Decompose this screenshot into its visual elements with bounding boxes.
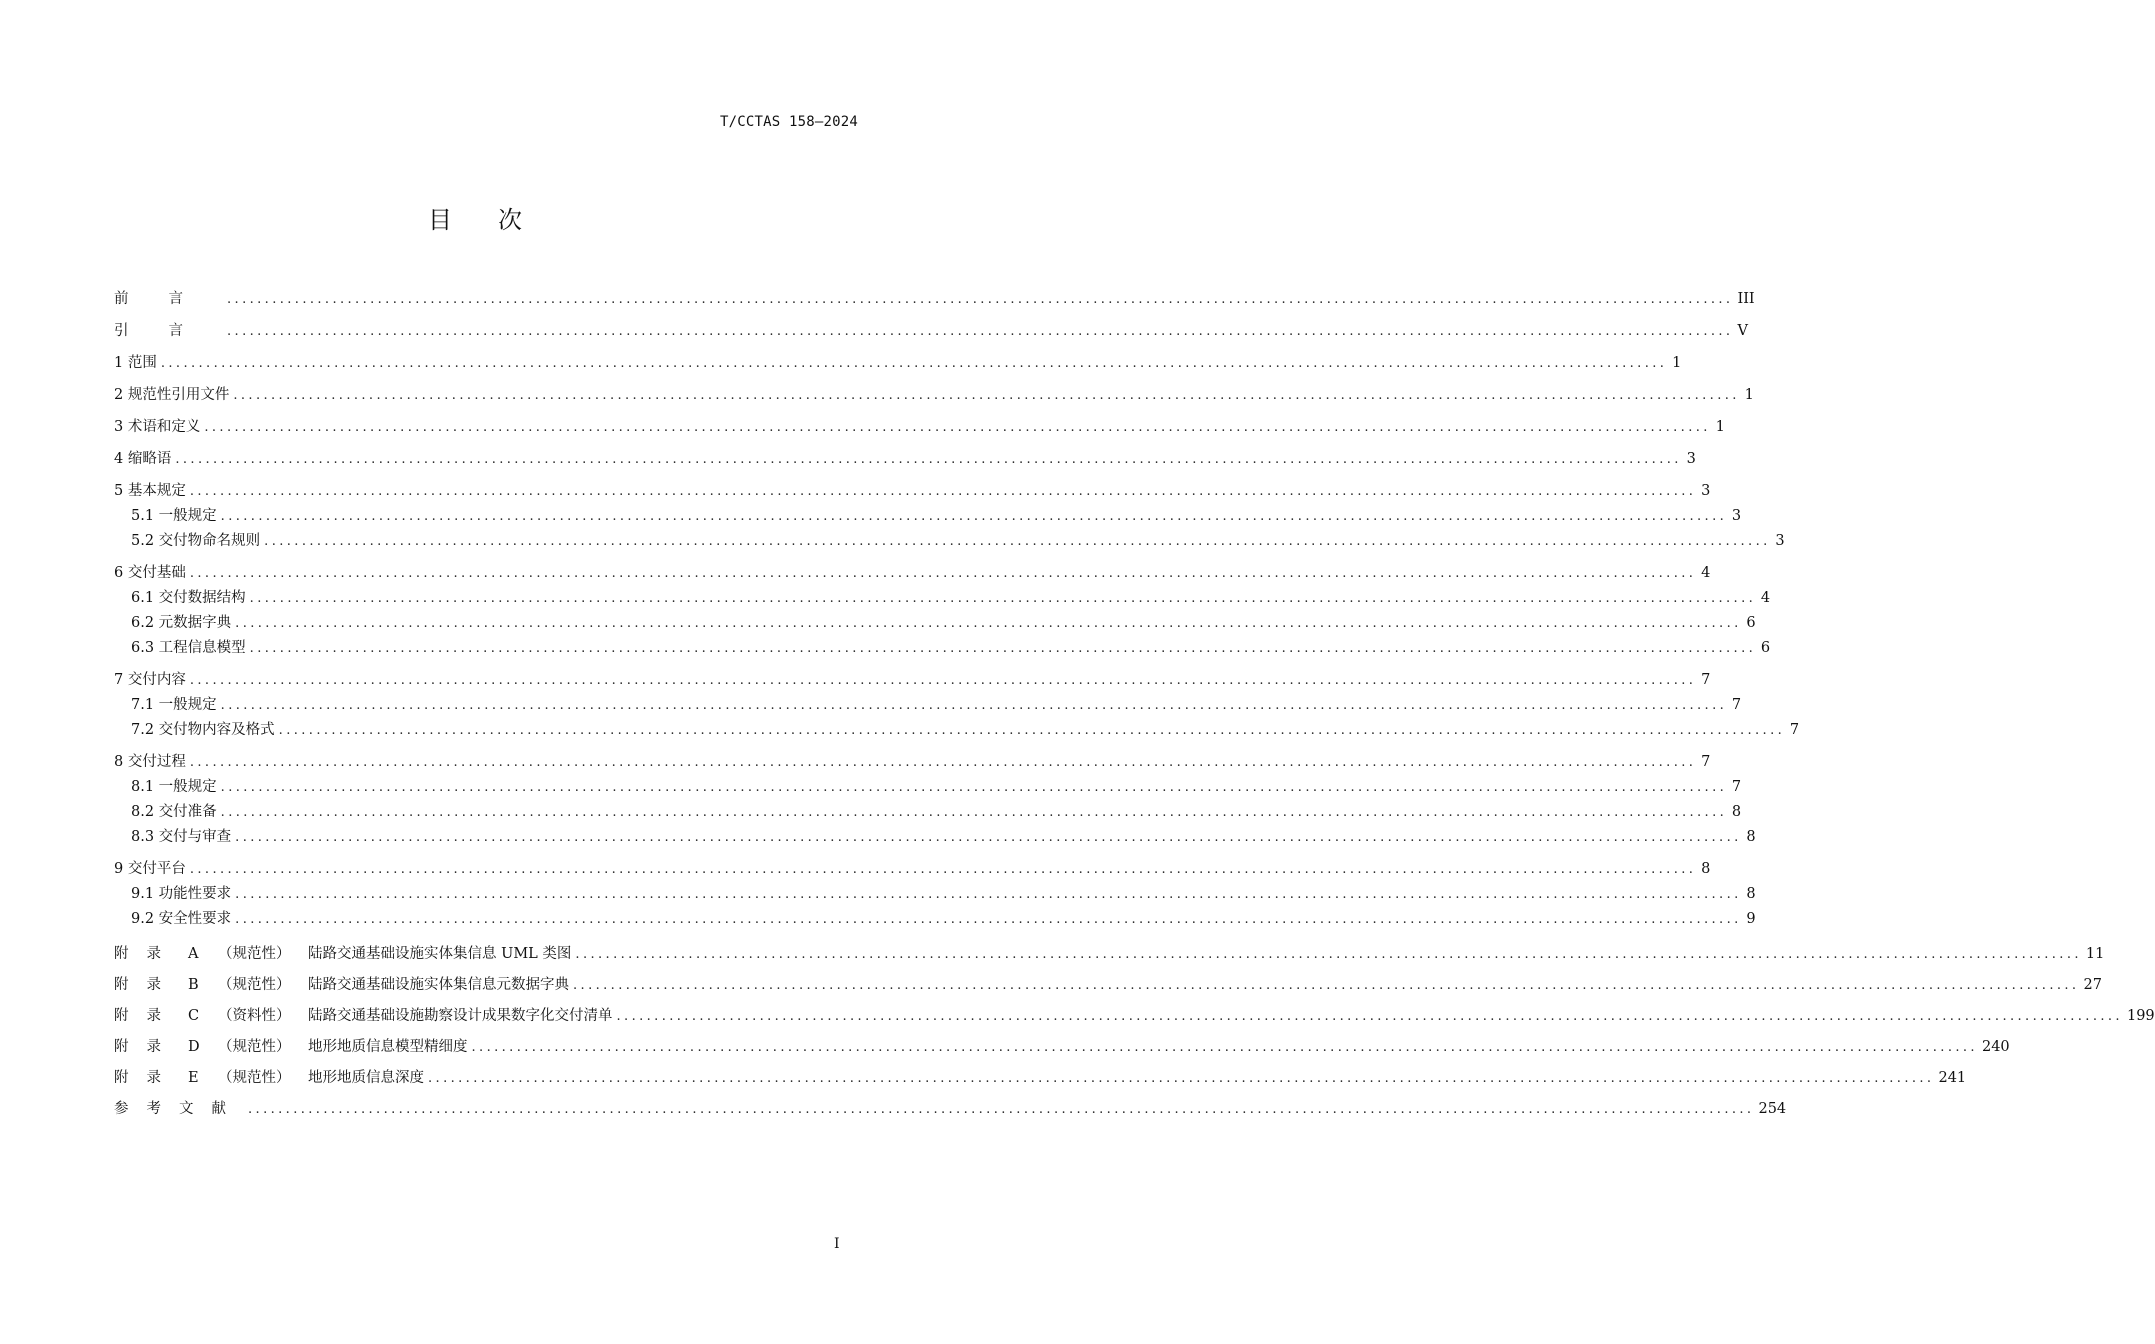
appendix-letter: C (188, 1008, 200, 1024)
appendix-prefix: 附录 (114, 946, 179, 962)
toc-page-number: 7 (1731, 697, 1742, 713)
toc-entry-label: 9 交付平台 (114, 861, 186, 877)
toc-page-number: 240 (1981, 1039, 2010, 1055)
toc-entry-label: 1 范围 (114, 355, 157, 371)
appendix-prefix: 附录 (114, 977, 179, 993)
appendix-heading (114, 1063, 424, 1094)
table-of-contents (114, 287, 2155, 1125)
toc-page-number: 199 (2126, 1008, 2155, 1024)
appendix-heading (114, 970, 569, 1001)
leader-dots: ........................................................................................................................................................................................................ (471, 1040, 1978, 1055)
toc-page-number: 1 (1715, 419, 1725, 435)
leader-dots: ........................................................................................................................................................................................................ (220, 698, 1728, 713)
appendix-letter: D (188, 1039, 200, 1055)
toc-page-number: 27 (2083, 977, 2102, 993)
toc-page-number: 1 (1744, 387, 1754, 403)
references-label: 参考文献 (114, 1101, 244, 1117)
toc-entry-label: 5 基本规定 (114, 483, 186, 499)
toc-entry[interactable] (114, 319, 1748, 344)
toc-entry-label: 5.1 一般规定 (131, 508, 217, 524)
toc-appendix-entry[interactable] (114, 1063, 1967, 1094)
toc-appendix-entry[interactable] (114, 970, 2102, 1001)
toc-page-number: 6 (1746, 615, 1756, 631)
toc-entry[interactable] (114, 351, 1682, 376)
appendix-letter: A (188, 946, 199, 962)
toc-entry[interactable] (114, 668, 1711, 693)
appendix-type: （规范性） (218, 946, 291, 962)
leader-dots: ........................................................................................................................................................................................................ (220, 805, 1728, 820)
appendix-heading (114, 1001, 613, 1032)
leader-dots: ........................................................................................................................................................................................................ (204, 420, 1711, 435)
toc-entry[interactable] (114, 383, 1754, 408)
leader-dots: ........................................................................................................................................................................................................ (175, 452, 1682, 467)
toc-entry-label: 2 规范性引用文件 (114, 387, 230, 403)
toc-appendix-entry[interactable] (114, 1032, 2010, 1063)
toc-entry[interactable] (114, 882, 1756, 907)
toc-entry-label: 9.1 功能性要求 (131, 886, 232, 902)
toc-entry-label: 5.2 交付物命名规则 (131, 533, 261, 549)
leader-dots: ........................................................................................................................................................................................................ (428, 1071, 1935, 1086)
toc-entry[interactable] (114, 611, 1756, 636)
leader-dots: ........................................................................................................................................................................................................ (249, 591, 1757, 606)
toc-entry[interactable] (114, 636, 1771, 661)
toc-entry-label: 引言 (114, 323, 223, 339)
toc-page-number: 3 (1701, 483, 1711, 499)
toc-page-number: 7 (1789, 722, 1800, 738)
toc-entry[interactable] (114, 718, 1800, 743)
toc-page-number: 8 (1731, 804, 1742, 820)
toc-entry[interactable] (114, 750, 1711, 775)
toc-entry-label: 8.2 交付准备 (131, 804, 217, 820)
toc-entry[interactable] (114, 479, 1711, 504)
appendix-type: （资料性） (218, 1008, 291, 1024)
toc-page-number: 7 (1701, 754, 1711, 770)
toc-entry[interactable] (114, 561, 1711, 586)
toc-entry-label: 8 交付过程 (114, 754, 186, 770)
toc-page-number: 9 (1746, 911, 1756, 927)
toc-page-number: 8 (1701, 861, 1711, 877)
leader-dots: ........................................................................................................................................................................................................ (160, 356, 1668, 371)
appendix-prefix: 附录 (114, 1008, 179, 1024)
leader-dots: ........................................................................................................................................................................................................ (227, 292, 1734, 307)
toc-page-number: V (1737, 323, 1748, 339)
toc-page-number: 3 (1686, 451, 1696, 467)
toc-entry-label: 3 术语和定义 (114, 419, 201, 435)
appendix-title: 陆路交通基础设施实体集信息 UML 类图 (308, 946, 572, 962)
toc-entry[interactable] (114, 693, 1742, 718)
page-title: 目次 (428, 206, 568, 234)
appendix-title: 陆路交通基础设施实体集信息元数据字典 (308, 977, 569, 993)
toc-entry[interactable] (114, 287, 1755, 312)
leader-dots: ........................................................................................................................................................................................................ (235, 912, 1742, 927)
appendix-title: 陆路交通基础设施勘察设计成果数字化交付清单 (308, 1008, 613, 1024)
toc-page-number: 8 (1746, 829, 1756, 845)
leader-dots: ........................................................................................................................................................................................................ (189, 566, 1697, 581)
toc-page-number: 241 (1938, 1070, 1967, 1086)
leader-dots: ........................................................................................................................................................................................................ (189, 755, 1697, 770)
toc-entry[interactable] (114, 825, 1756, 850)
toc-entry-label: 7.1 一般规定 (131, 697, 217, 713)
toc-entry-label: 前言 (114, 291, 223, 307)
toc-entry-label: 7 交付内容 (114, 672, 186, 688)
toc-entry[interactable] (114, 907, 1756, 932)
toc-page-number: 7 (1701, 672, 1711, 688)
appendix-type: （规范性） (218, 1039, 291, 1055)
toc-entry-label: 7.2 交付物内容及格式 (131, 722, 275, 738)
toc-appendix-entry[interactable] (114, 1001, 2155, 1032)
leader-dots: ........................................................................................................................................................................................................ (616, 1009, 2123, 1024)
toc-entry[interactable] (114, 775, 1742, 800)
toc-page-number: 1 (1672, 355, 1682, 371)
toc-entry-label: 8.1 一般规定 (131, 779, 217, 795)
document-code: T/CCTAS 158—2024 (719, 114, 858, 130)
toc-page-number: 11 (2085, 946, 2105, 962)
toc-page-number: 8 (1746, 886, 1756, 902)
appendix-letter: E (188, 1070, 199, 1086)
toc-entry-label: 6.1 交付数据结构 (131, 590, 246, 606)
toc-page-number: 4 (1701, 565, 1711, 581)
leader-dots: ........................................................................................................................................................................................................ (573, 978, 2080, 993)
toc-entry-label: 8.3 交付与审查 (131, 829, 232, 845)
leader-dots: ........................................................................................................................................................................................................ (235, 830, 1742, 845)
toc-entry[interactable] (114, 504, 1742, 529)
leader-dots: ........................................................................................................................................................................................................ (189, 862, 1697, 877)
toc-page-number: 3 (1775, 533, 1785, 549)
leader-dots: ........................................................................................................................................................................................................ (264, 534, 1771, 549)
appendix-prefix: 附录 (114, 1039, 179, 1055)
leader-dots: ........................................................................................................................................................................................................ (189, 484, 1697, 499)
toc-page-number: 7 (1731, 779, 1742, 795)
appendix-heading (114, 1032, 468, 1063)
appendix-type: （规范性） (218, 1070, 291, 1086)
toc-entry-label: 6 交付基础 (114, 565, 186, 581)
toc-entry-label: 6.2 元数据字典 (131, 615, 232, 631)
toc-appendix-entry[interactable] (114, 939, 2105, 970)
leader-dots: ........................................................................................................................................................................................................ (278, 723, 1786, 738)
footer-page-number: I (834, 1236, 840, 1252)
toc-entry[interactable] (114, 447, 1696, 472)
leader-dots: ........................................................................................................................................................................................................ (227, 324, 1734, 339)
toc-references-entry[interactable] (114, 1094, 1787, 1125)
toc-entry[interactable] (114, 857, 1711, 882)
appendix-type: （规范性） (218, 977, 291, 993)
toc-entry-label: 4 缩略语 (114, 451, 172, 467)
leader-dots: ........................................................................................................................................................................................................ (220, 780, 1728, 795)
toc-entry[interactable] (114, 800, 1742, 825)
appendix-prefix: 附录 (114, 1070, 179, 1086)
appendix-title: 地形地质信息模型精细度 (308, 1039, 468, 1055)
leader-dots: ........................................................................................................................................................................................................ (575, 947, 2082, 962)
toc-page-number: 4 (1760, 590, 1771, 606)
appendix-heading (114, 939, 571, 970)
leader-dots: ........................................................................................................................................................................................................ (233, 388, 1740, 403)
toc-entry-label: 9.2 安全性要求 (131, 911, 232, 927)
toc-page-number: 3 (1731, 508, 1742, 524)
toc-entry-label: 6.3 工程信息模型 (131, 640, 246, 656)
toc-entry[interactable] (114, 529, 1785, 554)
toc-page-number: 6 (1760, 640, 1771, 656)
toc-page-number: 254 (1758, 1101, 1787, 1117)
leader-dots: ........................................................................................................................................................................................................ (220, 509, 1728, 524)
leader-dots: ........................................................................................................................................................................................................ (235, 887, 1742, 902)
leader-dots: ........................................................................................................................................................................................................ (235, 616, 1742, 631)
leader-dots: ........................................................................................................................................................................................................ (189, 673, 1697, 688)
toc-entry[interactable] (114, 415, 1725, 440)
appendix-title: 地形地质信息深度 (308, 1070, 424, 1086)
appendix-letter: B (188, 977, 199, 993)
leader-dots: ........................................................................................................................................................................................................ (249, 641, 1757, 656)
toc-entry[interactable] (114, 586, 1771, 611)
toc-page-number: III (1737, 291, 1755, 307)
leader-dots: ........................................................................................................................................................................................................ (248, 1102, 1755, 1117)
